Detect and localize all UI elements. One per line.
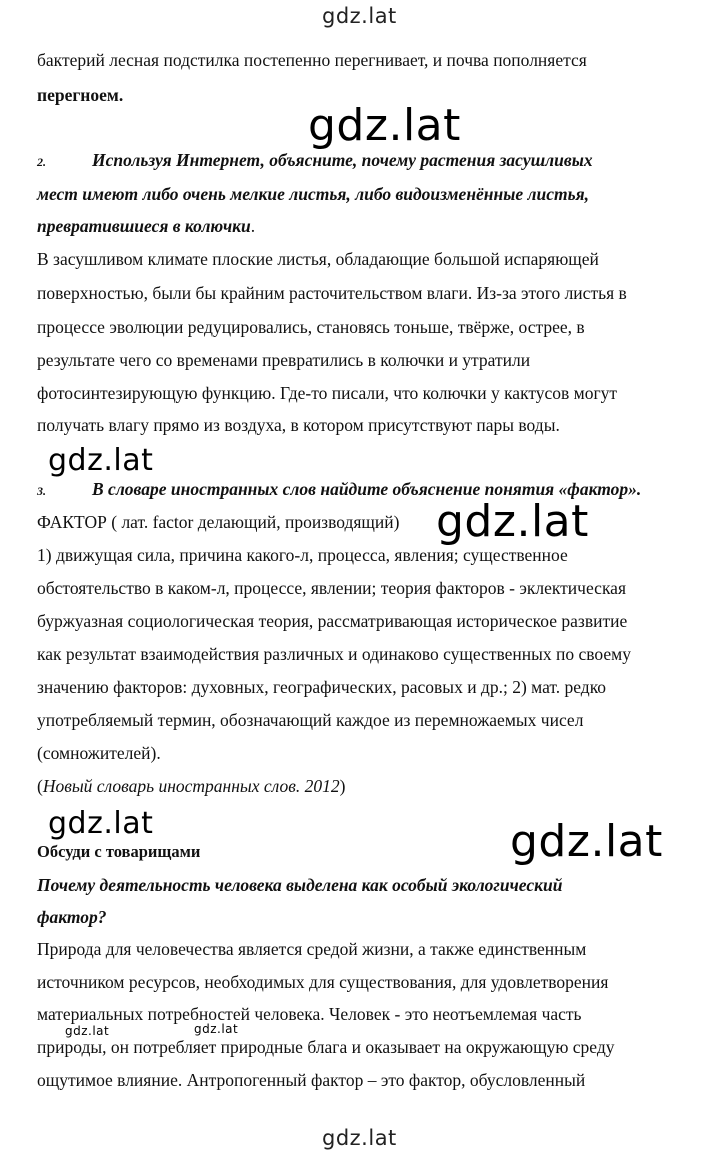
answer-line: материальных потребностей человека. Человек - это неотъемлемая часть: [37, 1004, 582, 1024]
answer-line: обстоятельство в каком-л, процессе, явлении; теория факторов - эклектическая: [37, 578, 627, 598]
watermark-small: gdz.lat: [65, 1024, 110, 1038]
watermark-large: gdz.lat: [510, 816, 663, 867]
watermark-large: gdz.lat: [308, 100, 461, 151]
answer-line: ощутимое влияние. Антропогенный фактор – это фактор, обусловленный: [37, 1070, 586, 1090]
question-number: 2.: [37, 155, 46, 169]
question-2-line: превратившиеся в колючки.: [37, 216, 256, 236]
intro-line: перегноем.: [37, 85, 124, 105]
watermark-medium: gdz.lat: [48, 443, 154, 478]
answer-line: (сомножителей).: [37, 743, 161, 763]
answer-line: поверхностью, были бы крайним расточительством влаги. Из-за этого листья в: [37, 283, 627, 303]
answer-line: ФАКТОР ( лат. factor делающий, производящий): [37, 512, 400, 532]
header-watermark: gdz.lat: [322, 4, 397, 28]
watermark-medium: gdz.lat: [48, 806, 154, 841]
discussion-question: Почему деятельность человека выделена как особый экологический: [37, 875, 563, 895]
answer-line: процессе эволюции редуцировались, становясь тоньше, твёрже, острее, в: [37, 317, 585, 337]
question-2-line: мест имеют либо очень мелкие листья, либо видоизменённые листья,: [37, 184, 589, 204]
answer-line: получать влагу прямо из воздуха, в котором присутствуют пары воды.: [37, 415, 560, 435]
answer-line: результате чего со временами превратились в колючки и утратили: [37, 350, 531, 370]
watermark-large: gdz.lat: [436, 496, 589, 547]
answer-line: источником ресурсов, необходимых для существования, для удовлетворения: [37, 972, 609, 992]
answer-line: 1) движущая сила, причина какого-л, процесса, явления; существенное: [37, 545, 568, 565]
question-3-heading: 3. В словаре иностранных слов найдите объяснение понятия «фактор».: [37, 477, 641, 503]
answer-line: фотосинтезирующую функцию. Где-то писали, что колючки у кактусов могут: [37, 383, 618, 403]
source-citation: (Новый словарь иностранных слов. 2012): [37, 776, 346, 796]
answer-line: природы, он потребляет природные блага и оказывает на окружающую среду: [37, 1037, 615, 1057]
answer-line: буржуазная социологическая теория, рассматривающая историческое развитие: [37, 611, 628, 631]
question-2-heading: 2. Используя Интернет, объясните, почему растения засушливых: [37, 148, 593, 174]
section-heading: Обсуди с товарищами: [37, 842, 201, 861]
answer-line: употребляемый термин, обозначающий каждое из перемножаемых чисел: [37, 710, 584, 730]
footer-watermark: gdz.lat: [322, 1126, 397, 1150]
intro-line: бактерий лесная подстилка постепенно перегнивает, и почва пополняется: [37, 50, 587, 70]
discussion-question: фактор?: [37, 907, 107, 927]
answer-line: В засушливом климате плоские листья, обладающие большой испаряющей: [37, 249, 599, 269]
answer-line: Природа для человечества является средой жизни, а также единственным: [37, 939, 587, 959]
answer-line: как результат взаимодействия различных и одинаково существенных по своему: [37, 644, 631, 664]
question-number: 3.: [37, 484, 46, 498]
answer-line: значению факторов: духовных, географических, расовых и др.; 2) мат. редко: [37, 677, 607, 697]
watermark-small: gdz.lat: [194, 1022, 239, 1036]
